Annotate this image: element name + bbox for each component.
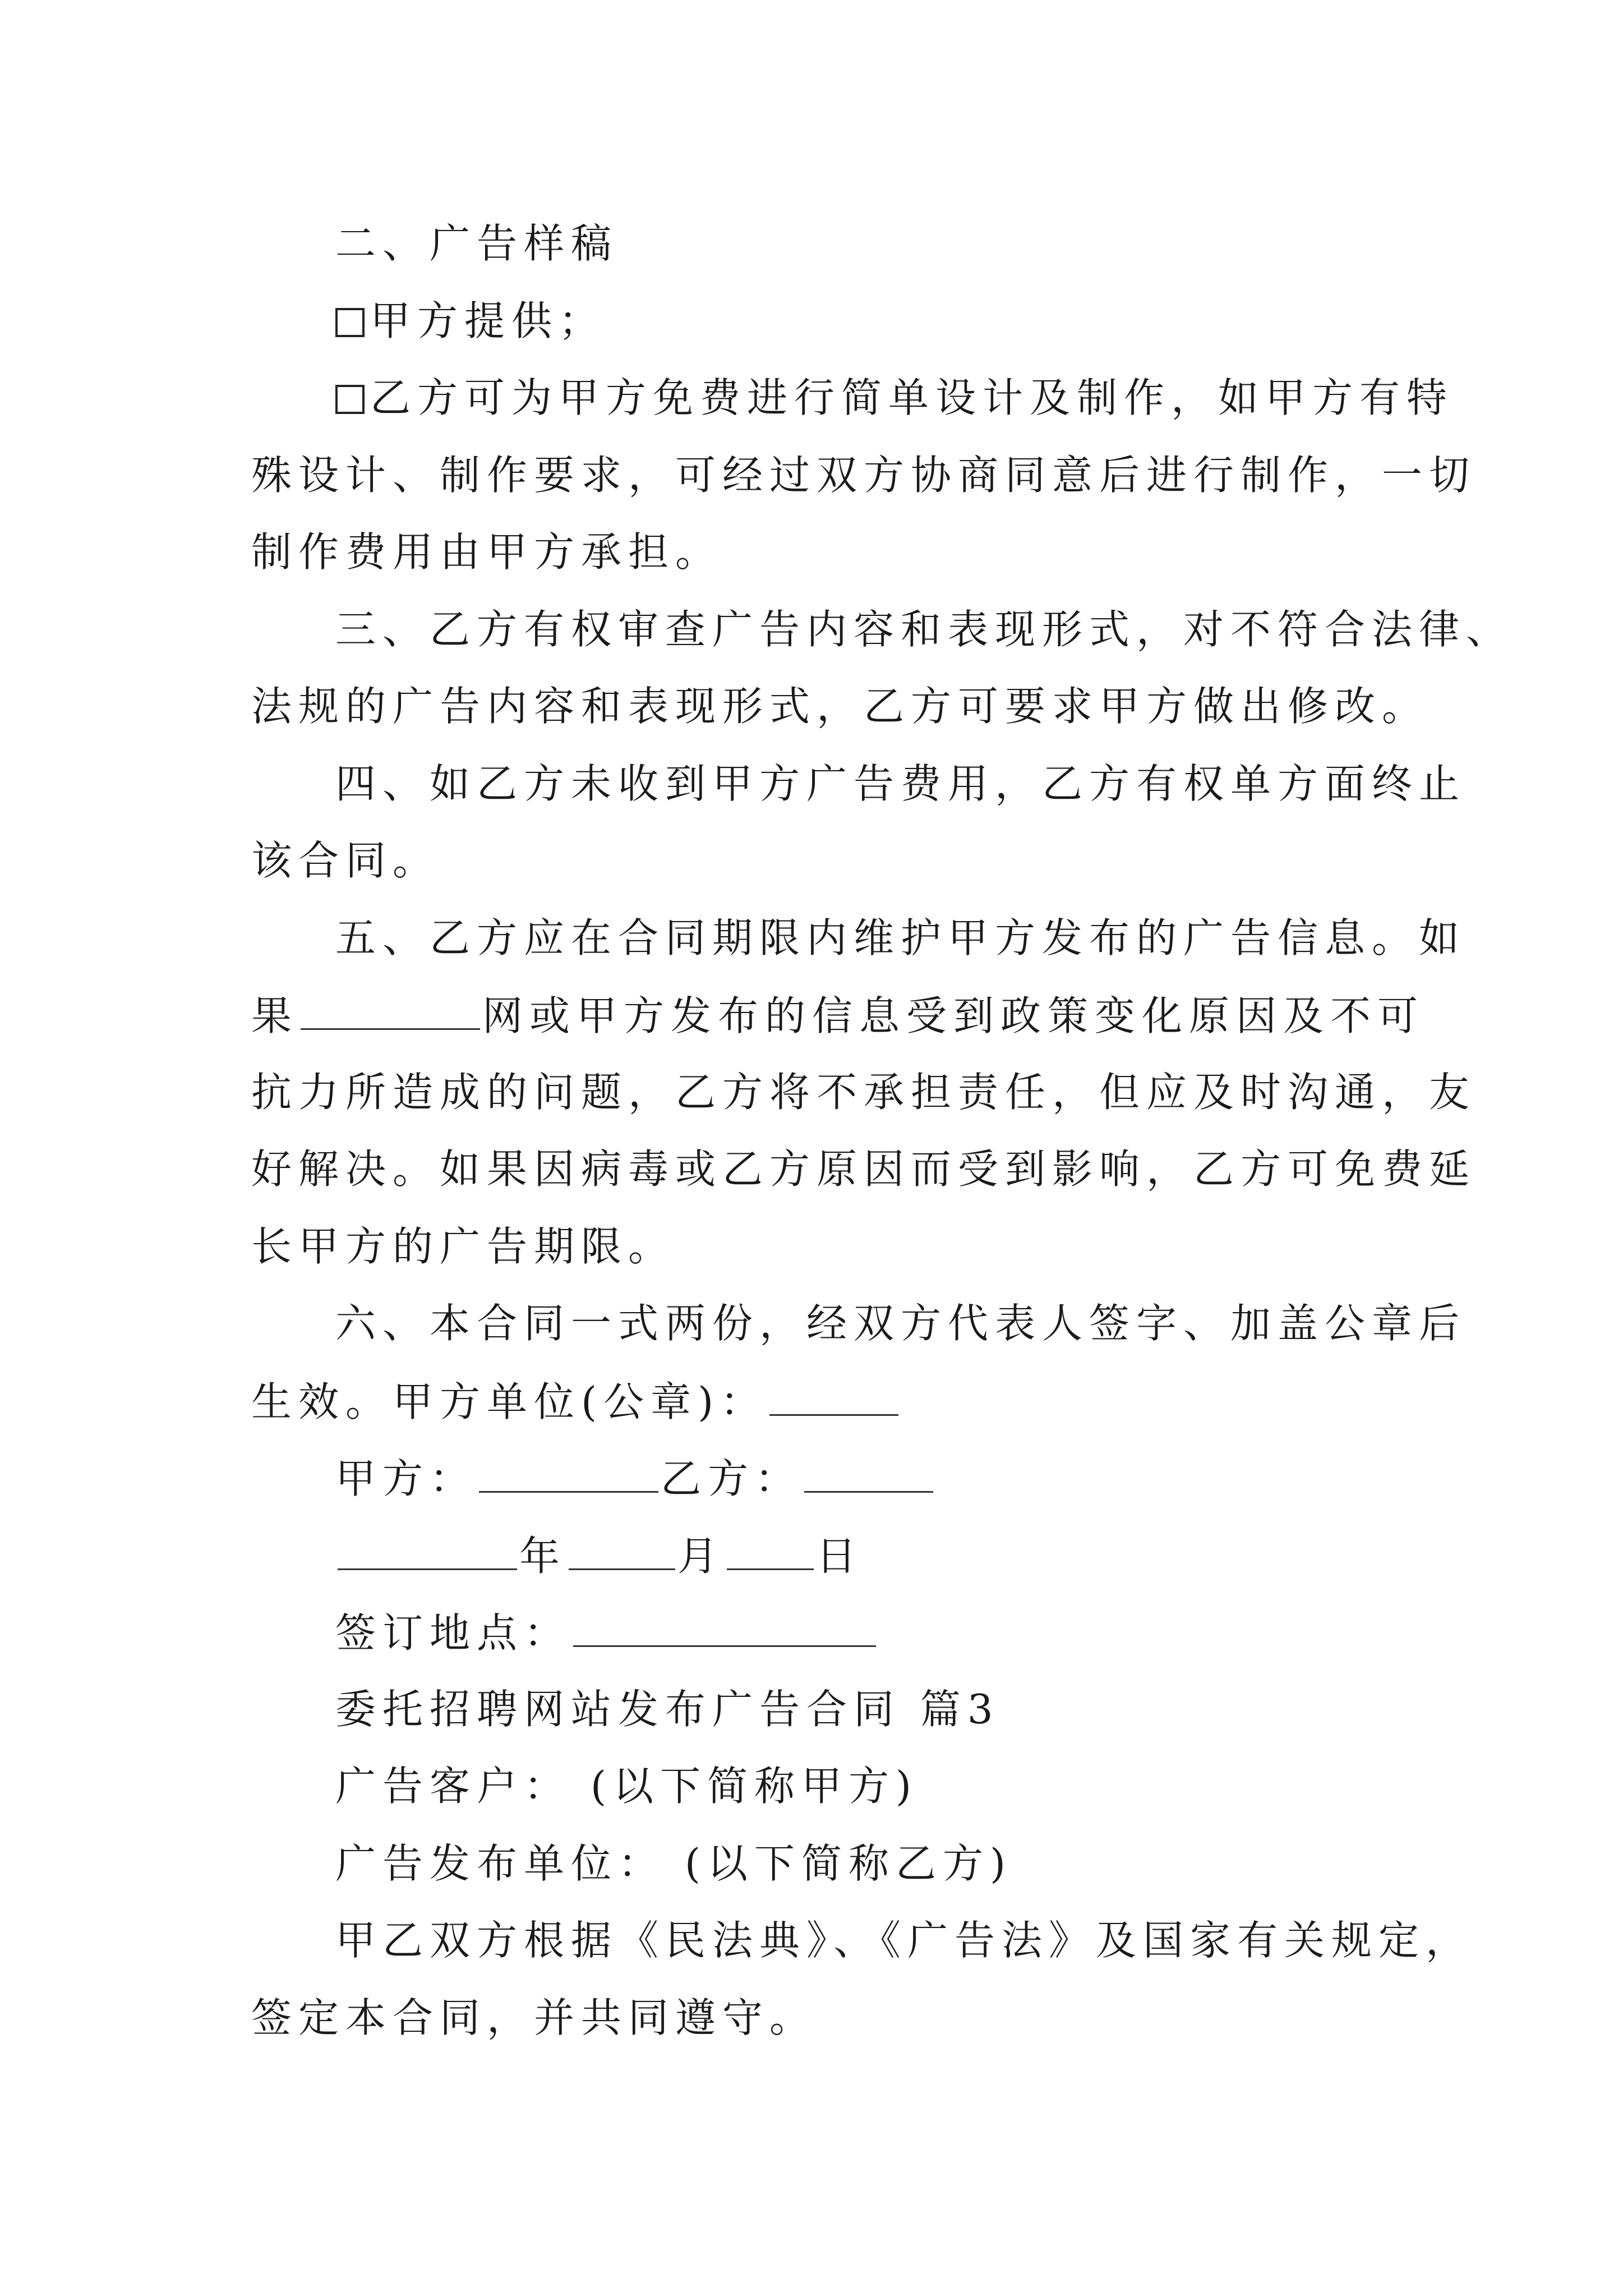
paragraph-line: 制作费用由甲方承担。 bbox=[251, 528, 723, 576]
paragraph-line: 签定本合同，并共同遵守。 bbox=[251, 1994, 817, 2041]
party-a-signature-blank[interactable] bbox=[479, 1457, 658, 1493]
paragraph-line: 抗力所造成的问题，乙方将不承担责任，但应及时沟通，友 bbox=[251, 1069, 1477, 1116]
option-party-b-designs: 乙方可为甲方免费进行简单设计及制作，如甲方有特 bbox=[335, 378, 1468, 418]
date-line: 年 月 日 bbox=[335, 1535, 1468, 1576]
signing-place-blank[interactable] bbox=[573, 1612, 876, 1647]
year-blank[interactable] bbox=[338, 1535, 517, 1570]
month-blank[interactable] bbox=[569, 1535, 675, 1570]
paragraph-line: 长甲方的广告期限。 bbox=[251, 1223, 676, 1270]
section-heading-ad-draft: 二、广告样稿 bbox=[335, 220, 619, 267]
checkbox-icon[interactable] bbox=[335, 385, 365, 414]
website-name-blank[interactable] bbox=[301, 995, 480, 1030]
clause-three: 三、乙方有权审查广告内容和表现形式，对不符合法律、 bbox=[335, 606, 1514, 653]
clause-six: 六、本合同一式两份，经双方代表人签字、加盖公章后 bbox=[335, 1300, 1467, 1347]
option-party-a-provides: 甲方提供； bbox=[335, 301, 1468, 341]
clause-four: 四、如乙方未收到甲方广告费用，乙方有权单方面终止 bbox=[335, 760, 1467, 807]
agreement-basis-line: 甲乙双方根据《民法典》、《广告法》及国家有关规定， bbox=[335, 1917, 1473, 1964]
party-a-seal-line: 生效。甲方单位(公章)： bbox=[251, 1381, 1384, 1422]
signature-line: 甲方： 乙方： bbox=[335, 1457, 1468, 1499]
checkbox-icon[interactable] bbox=[335, 308, 365, 337]
paragraph-line: 该合同。 bbox=[251, 837, 440, 884]
paragraph-line: 殊设计、制作要求，可经过双方协商同意后进行制作，一切 bbox=[251, 452, 1477, 499]
signing-place-line: 签订地点： bbox=[335, 1612, 1468, 1653]
ad-publisher-line: 广告发布单位： (以下简称乙方) bbox=[335, 1840, 1013, 1887]
clause-five: 五、乙方应在合同期限内维护甲方发布的广告信息。如 bbox=[335, 914, 1467, 961]
day-blank[interactable] bbox=[727, 1535, 814, 1570]
party-b-signature-blank[interactable] bbox=[804, 1457, 933, 1493]
ad-client-line: 广告客户： (以下简称甲方) bbox=[335, 1763, 919, 1810]
paragraph-line: 好解决。如果因病毒或乙方原因而受到影响，乙方可免费延 bbox=[251, 1145, 1477, 1193]
paragraph-line: 法规的广告内容和表现形式，乙方可要求甲方做出修改。 bbox=[251, 683, 1430, 730]
paragraph-line: 果 网或甲方发布的信息受到政策变化原因及不可 bbox=[251, 992, 1425, 1039]
contract-section-title: 委托招聘网站发布广告合同 篇3 bbox=[335, 1686, 1000, 1733]
party-a-seal-blank[interactable] bbox=[769, 1381, 898, 1416]
